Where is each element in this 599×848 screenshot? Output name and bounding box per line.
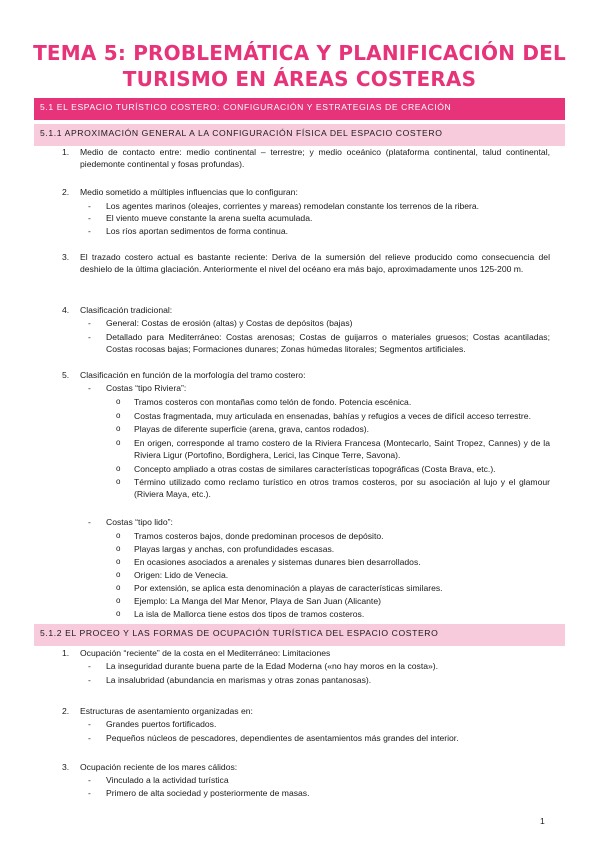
bullet-text: En ocasiones asociados a arenales y sistemas dunares bien desarrollados. — [134, 557, 421, 567]
sub-item-text: Los ríos aportan sedimentos de forma continua. — [106, 226, 289, 236]
sub-item-text: La inseguridad durante buena parte de la Edad Moderna («no hay moros en la costa»). — [106, 661, 439, 671]
sub-item-text: La insalubridad (abundancia en marismas y otras zonas pantanosas). — [106, 675, 372, 685]
section-heading-5-1 — [34, 98, 565, 120]
bullet-text: Playas de diferente superficie (arena, grava, cantos rodados). — [134, 424, 370, 434]
dash-marker: - — [88, 733, 91, 743]
bullet-text: Tramos costeros bajos, donde predominan procesos de depósito. — [134, 531, 384, 541]
dash-marker: - — [88, 201, 91, 211]
list-item-text: Estructuras de asentamiento organizadas en: — [80, 706, 253, 716]
bullet-text: Término utilizado como reclamo turístico en otros tramos costeros, por su asociación al lujo y el glamour (Riviera Maya, etc.). — [134, 477, 550, 499]
list-item-text: Ocupación reciente de los mares cálidos: — [80, 762, 238, 772]
dash-marker: - — [88, 213, 91, 223]
dash-marker: - — [88, 383, 91, 393]
list-item-number: 4. — [62, 305, 70, 315]
section-heading-5-1-2 — [34, 624, 565, 646]
bullet-marker: o — [116, 544, 121, 553]
list-item-text: Clasificación en función de la morfología del tramo costero: — [80, 370, 306, 380]
bullet-marker: o — [116, 557, 121, 566]
bullet-text: Costas fragmentada, muy articulada en ensenadas, bahías y refugios a veces de difícil acceso terrestre. — [134, 411, 531, 421]
sub-item-text: Vinculado a la actividad turística — [106, 775, 229, 785]
section-heading-5-1-text: 5.1 EL ESPACIO TURÍSTICO COSTERO: CONFIGURACIÓN Y ESTRATEGIAS DE CREACIÓN — [40, 102, 452, 112]
bullet-marker: o — [116, 477, 121, 486]
bullet-text: Origen: Lido de Venecia. — [134, 570, 229, 580]
bullet-marker: o — [116, 424, 121, 433]
dash-marker: - — [88, 661, 91, 671]
page-title-line-1: TEMA 5: PROBLEMÁTICA Y PLANIFICACIÓN DEL — [33, 41, 566, 65]
dash-marker: - — [88, 719, 91, 729]
bullet-marker: o — [116, 531, 121, 540]
section-heading-5-1-2-text: 5.1.2 EL PROCEO Y LAS FORMAS DE OCUPACIÓN TURÍSTICA DEL ESPACIO COSTERO — [40, 628, 439, 638]
dash-marker: - — [88, 788, 91, 798]
list-item-text: Medio sometido a múltiples influencias que lo configuran: — [80, 187, 298, 197]
bullet-text: Playas largas y anchas, con profundidades escasas. — [134, 544, 335, 554]
subgroup-label-lido: Costas “tipo lido”: — [106, 517, 173, 527]
dash-marker: - — [88, 318, 91, 328]
sub-item-text: Detallado para Mediterráneo: Costas arenosas; Costas de guijarros o materiales gruesos; Costas acantiladas; Costas rocosas bajas; Formaciones dunares; Zonas húmedas litorales; Segmentos artificiales. — [106, 332, 550, 354]
bullet-marker: o — [116, 596, 121, 605]
sub-item-text: Primero de alta sociedad y posteriormente de masas. — [106, 788, 310, 798]
list-item-number: 3. — [62, 762, 70, 772]
list-item-number: 1. — [62, 147, 70, 157]
sub-item-text: Los agentes marinos (oleajes, corrientes y mareas) remodelan constante los terrenos de la ribera. — [106, 201, 480, 211]
list-item-text: El trazado costero actual es bastante reciente: Deriva de la sumersión del relieve producido como consecuencia del deshielo de la última glaciación. Anteriormente el nivel del océano era más bajo, aproximadamente unos 125-200 m. — [80, 252, 550, 274]
bullet-text: Ejemplo: La Manga del Mar Menor, Playa de San Juan (Alicante) — [134, 596, 381, 606]
dash-marker: - — [88, 332, 91, 342]
bullet-text: Concepto ampliado a otras costas de similares características topográficas (Costa Brava, etc.). — [134, 464, 496, 474]
list-item-text: Ocupación “reciente” de la costa en el Mediterráneo: Limitaciones — [80, 648, 331, 658]
list-item-text: Clasificación tradicional: — [80, 305, 173, 315]
bullet-marker: o — [116, 570, 121, 579]
sub-item-text: El viento mueve constante la arena suelta acumulada. — [106, 213, 313, 223]
page-title-line-2: TURISMO EN ÁREAS COSTERAS — [122, 67, 477, 91]
bullet-marker: o — [116, 609, 121, 618]
list-item-number: 3. — [62, 252, 70, 262]
list-item-number: 5. — [62, 370, 70, 380]
bullet-text: La isla de Mallorca tiene estos dos tipos de tramos costeros. — [134, 609, 365, 619]
list-item-number: 1. — [62, 648, 70, 658]
dash-marker: - — [88, 775, 91, 785]
bullet-marker: o — [116, 583, 121, 592]
dash-marker: - — [88, 675, 91, 685]
section-heading-5-1-1-text: 5.1.1 APROXIMACIÓN GENERAL A LA CONFIGURACIÓN FÍSICA DEL ESPACIO COSTERO — [40, 128, 443, 138]
bullet-marker: o — [116, 397, 121, 406]
dash-marker: - — [88, 226, 91, 236]
list-item-text: Medio de contacto entre: medio continental – terrestre; y medio oceánico (plataforma continental, talud continental, piedemonte continental y fosas profundas). — [80, 147, 550, 169]
bullet-marker: o — [116, 411, 121, 420]
bullet-text: Por extensión, se aplica esta denominación a playas de características similares. — [134, 583, 443, 593]
sub-item-text: Pequeños núcleos de pescadores, dependientes de asentamientos más grandes del interior. — [106, 733, 459, 743]
page-number: 1 — [540, 816, 545, 826]
subgroup-label-riviera: Costas “tipo Riviera”: — [106, 383, 187, 393]
bullet-text: En origen, corresponde al tramo costero de la Riviera Francesa (Montecarlo, Saint Tropez, Cannes) y de la Riviera Ligur (Portofino, Bordighera, Lerici, las Cinque Terre, Savona). — [134, 438, 550, 460]
bullet-marker: o — [116, 438, 121, 447]
list-item-number: 2. — [62, 706, 70, 716]
bullet-text: Tramos costeros con montañas como telón de fondo. Potencia escénica. — [134, 397, 412, 407]
dash-marker: - — [88, 517, 91, 527]
sub-item-text: Grandes puertos fortificados. — [106, 719, 217, 729]
list-item-number: 2. — [62, 187, 70, 197]
sub-item-text: General: Costas de erosión (altas) y Costas de depósitos (bajas) — [106, 318, 353, 328]
bullet-marker: o — [116, 464, 121, 473]
section-heading-5-1-1 — [34, 124, 565, 146]
